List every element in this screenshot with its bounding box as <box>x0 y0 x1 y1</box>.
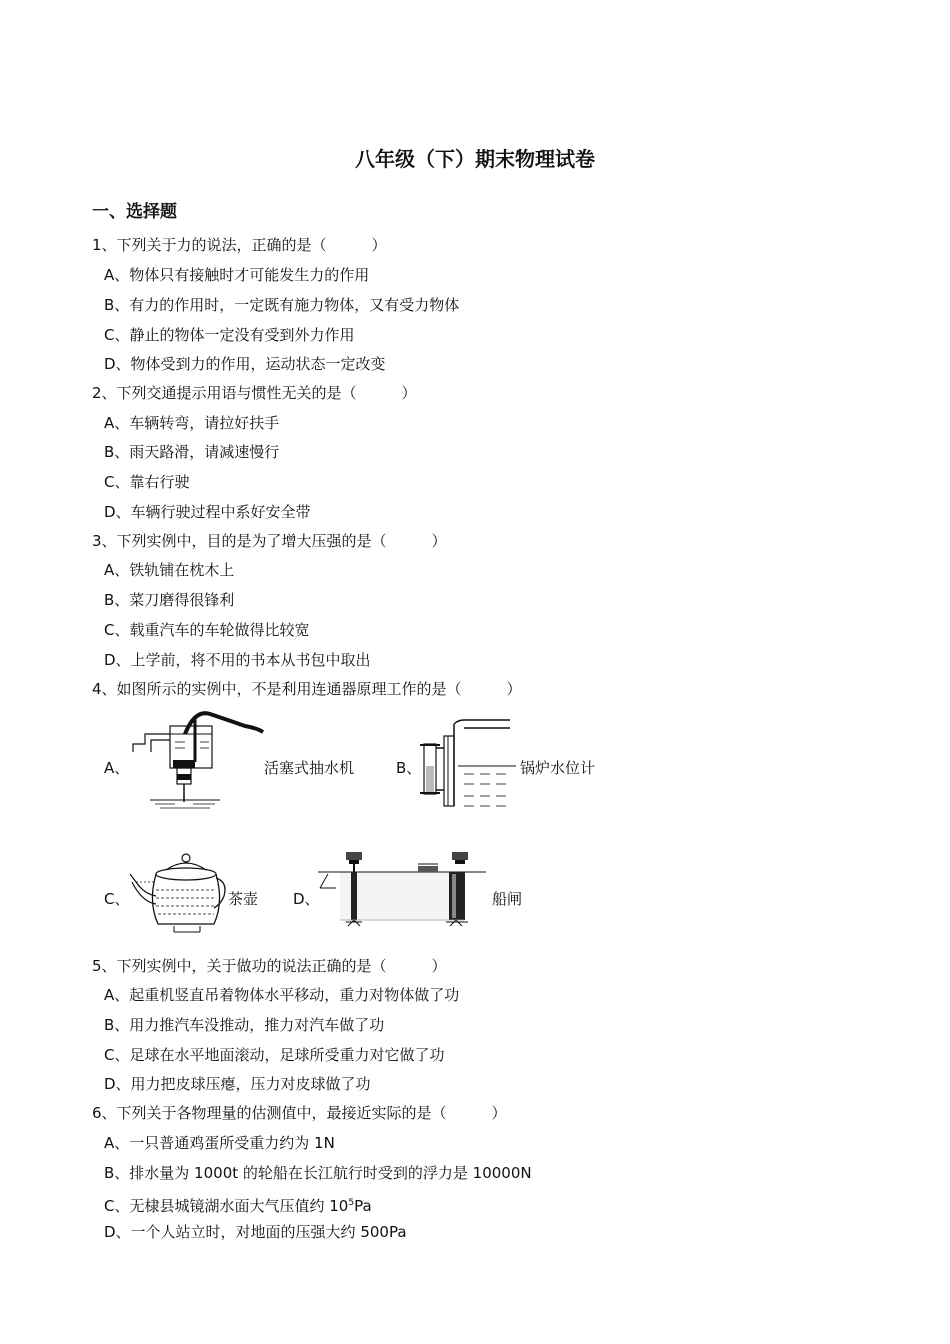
question-2-option-b: B、雨天路滑，请减速慢行 <box>104 443 280 461</box>
question-3-option-d: D、上学前，将不用的书本从书包中取出 <box>104 651 371 669</box>
question-2-stem: 2、下列交通提示用语与惯性无关的是（ ） <box>92 384 417 402</box>
question-1-option-c: C、静止的物体一定没有受到外力作用 <box>104 326 355 344</box>
question-2-option-c: C、靠右行驶 <box>104 473 190 491</box>
question-3-option-b: B、菜刀磨得很锋利 <box>104 591 235 609</box>
question-6-stem: 6、下列关于各物理量的估测值中，最接近实际的是（ ） <box>92 1104 507 1122</box>
question-5-option-d: D、用力把皮球压瘪，压力对皮球做了功 <box>104 1075 371 1093</box>
question-6-option-c-exponent: 5 <box>348 1198 355 1208</box>
question-2-option-a: A、车辆转弯，请拉好扶手 <box>104 414 280 432</box>
question-6-option-c-text: C、无棣县城镜湖水面大气压值约 10 <box>104 1197 349 1215</box>
question-3-stem: 3、下列实例中，目的是为了增大压强的是（ ） <box>92 532 447 550</box>
teapot-figure <box>126 852 228 934</box>
boiler-gauge-figure <box>418 718 520 812</box>
question-6-option-d: D、一个人站立时，对地面的压强大约 500Pa <box>104 1223 407 1241</box>
question-6-option-c-unit: Pa <box>354 1197 372 1215</box>
question-5-option-a: A、起重机竖直吊着物体水平移动，重力对物体做了功 <box>104 986 460 1004</box>
figure-b-caption: 锅炉水位计 <box>520 759 596 777</box>
page-title: 八年级（下）期末物理试卷 <box>355 147 595 171</box>
figure-d-caption: 船闸 <box>492 890 523 908</box>
question-6-option-c <box>104 1193 372 1216</box>
figure-c-letter: C、 <box>104 890 130 908</box>
figure-a-caption: 活塞式抽水机 <box>264 759 355 777</box>
ship-lock-figure <box>318 848 486 930</box>
figure-b-letter: B、 <box>396 759 422 777</box>
question-3-option-c: C、载重汽车的车轮做得比较宽 <box>104 621 310 639</box>
question-3-option-a: A、铁轨铺在枕木上 <box>104 561 235 579</box>
question-6-option-b: B、排水量为 1000t 的轮船在长江航行时受到的浮力是 10000N <box>104 1164 532 1182</box>
figure-d-letter: D、 <box>293 890 320 908</box>
question-1-stem: 1、下列关于力的说法，正确的是（ ） <box>92 236 387 254</box>
question-1-option-b: B、有力的作用时，一定既有施力物体，又有受力物体 <box>104 296 460 314</box>
question-5-stem: 5、下列实例中，关于做功的说法正确的是（ ） <box>92 957 447 975</box>
question-5-option-c: C、足球在水平地面滚动，足球所受重力对它做了功 <box>104 1046 445 1064</box>
question-5-option-b: B、用力推汽车没推动，推力对汽车做了功 <box>104 1016 385 1034</box>
question-2-option-d: D、车辆行驶过程中系好安全带 <box>104 503 311 521</box>
piston-pump-figure <box>125 704 265 809</box>
question-1-option-a: A、物体只有接触时才可能发生力的作用 <box>104 266 370 284</box>
figure-a-letter: A、 <box>104 759 130 777</box>
section-heading: 一、选择题 <box>92 202 177 222</box>
question-6-option-a: A、一只普通鸡蛋所受重力约为 1N <box>104 1134 335 1152</box>
figure-c-caption: 茶壶 <box>228 890 259 908</box>
question-4-stem: 4、如图所示的实例中，不是利用连通器原理工作的是（ ） <box>92 680 522 698</box>
question-1-option-d: D、物体受到力的作用，运动状态一定改变 <box>104 355 386 373</box>
